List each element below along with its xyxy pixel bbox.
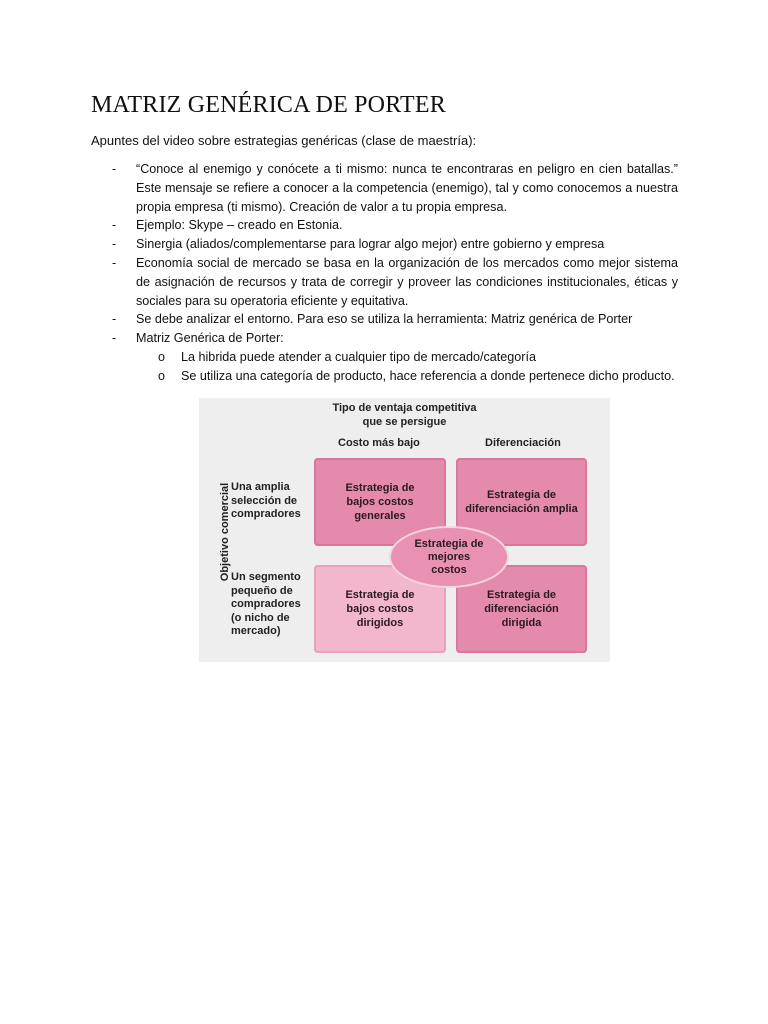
sub-list-item [112, 348, 678, 367]
sub-bullet-marker: o [158, 368, 166, 383]
best-cost-ellipse [389, 526, 509, 588]
list-item [112, 310, 678, 329]
list-item [112, 235, 678, 254]
column-header-cost: Costo más bajo [338, 437, 420, 449]
bullet-list [112, 160, 678, 386]
bullet-marker: - [112, 312, 117, 327]
porter-matrix-figure [199, 398, 610, 662]
box-label: Estrategia de bajos costos generales [345, 482, 415, 522]
list-item [112, 254, 678, 310]
bullet-text: Economía social de mercado se basa en la organización de los mercados como mejor sistema de asignación de recursos y trata de corregir y proveer las condiciones institucionales, éticas y sociales para su operatoria eficiente y equitativa. [136, 255, 678, 308]
bullet-marker: - [112, 331, 117, 346]
sub-list-item [112, 367, 678, 386]
document-title: MATRIZ GENÉRICA DE PORTER [91, 92, 446, 118]
bullet-text: Sinergia (aliados/complementarse para lograr algo mejor) entre gobierno y empresa [136, 237, 605, 252]
row-label-niche: Un segmento pequeño de compradores (o nicho de mercado) [231, 571, 301, 637]
bullet-marker: - [112, 255, 117, 270]
row-label-broad: Una amplia selección de compradores [231, 481, 301, 520]
box-label: Estrategia de diferenciación amplia [465, 489, 578, 515]
figure-header-line2: que se persigue [362, 416, 447, 428]
axis-label-objective: Objetivo comercial [219, 482, 231, 582]
document-subtitle: Apuntes del video sobre estrategias genéricas (clase de maestría): [91, 133, 477, 148]
list-item [112, 329, 678, 348]
bullet-marker: - [112, 218, 117, 233]
box-label: Estrategia de diferenciación dirigida [484, 589, 559, 629]
list-item [112, 160, 678, 216]
bullet-text: Se debe analizar el entorno. Para eso se utiliza la herramienta: Matriz genérica de Porter [136, 312, 633, 327]
sub-bullet-text: Se utiliza una categoría de producto, hace referencia a donde pertenece dicho producto. [181, 368, 675, 383]
list-item [112, 216, 678, 235]
sub-bullet-text: La hibrida puede atender a cualquier tipo de mercado/categoría [181, 349, 536, 364]
bullet-marker: - [112, 237, 117, 252]
column-header-differentiation: Diferenciación [485, 437, 561, 449]
box-label: Estrategia de bajos costos dirigidos [345, 589, 415, 629]
sub-bullet-marker: o [158, 349, 166, 364]
bullet-text: Matriz Genérica de Porter: [136, 331, 284, 346]
figure-header-line1: Tipo de ventaja competitiva [332, 402, 477, 414]
bullet-text: Ejemplo: Skype – creado en Estonia. [136, 218, 343, 233]
bullet-text: “Conoce al enemigo y conócete a ti mismo: nunca te encontraras en peligro en cien batallas.” Este mensaje se refiere a conocer a la competencia (enemigo), tal y como conocemos a nuestra propia empresa (ti mismo). Creación de valor a tu propia empresa. [136, 162, 678, 214]
ellipse-label: Estrategia de mejores costos [414, 537, 484, 576]
bullet-marker: - [112, 162, 117, 176]
